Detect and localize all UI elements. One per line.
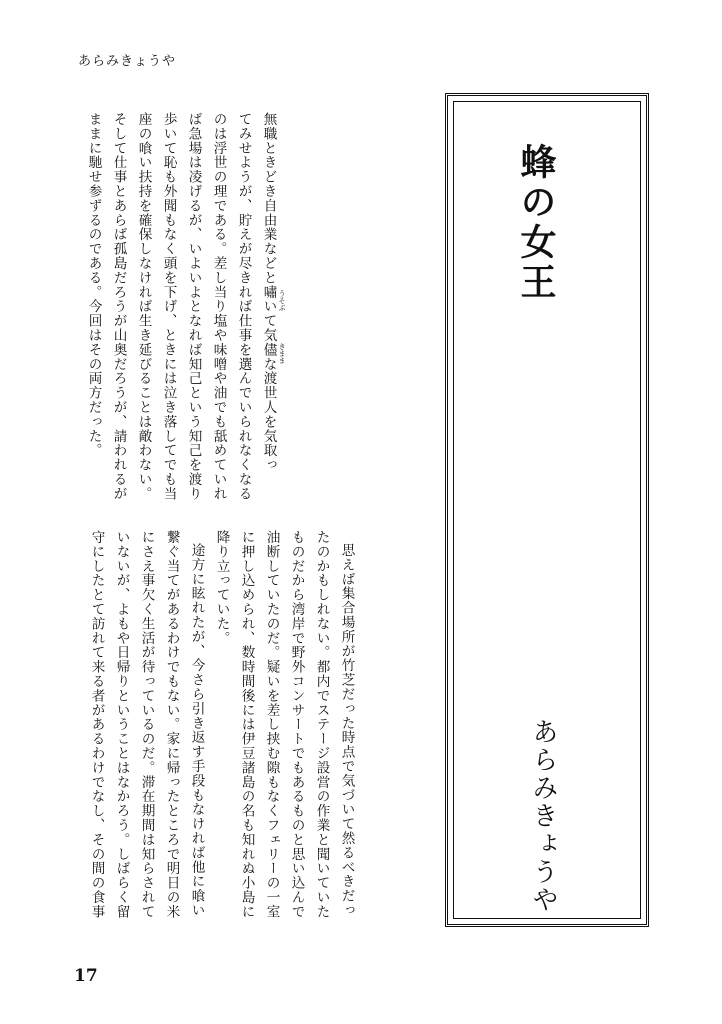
lower-column-1: 思えば集合場所が竹芝だった時点で気づいて然るべきだっ [338, 543, 355, 918]
lower-column-7: 途方に眩れたが、今さら引き返す手段もなければ他に喰い [188, 543, 205, 918]
lower-column-6: 降り立っていた。 [213, 530, 230, 646]
lower-column-9: にさえ事欠く生活が待っているのだ。滞在期間は知らされて [138, 530, 155, 919]
upper-column-5: 歩いて恥も外聞もなく頭を下げ、ときには泣き落してでも当 [160, 112, 177, 501]
lower-column-3: ものだから湾岸で野外コンサートでもあるものと思い込んで [288, 530, 305, 919]
lower-column-5: に押し込められ、数時間後には伊豆諸島の名も知れぬ小島に [238, 530, 255, 919]
ruby-kimama: きまま [278, 343, 286, 364]
upper-column-7: そして仕事とあらば孤島だろうが山奥だろうが、請われるが [110, 112, 127, 501]
title-frame [445, 93, 649, 927]
ruby-usobu: うそぶ [278, 290, 286, 311]
lower-column-8: 繋ぐ当てがあるわけでもない。家に帰ったところで明日の米 [163, 530, 180, 919]
upper-column-3: のは浮世の理である。差し当り塩や味噌や油でも舐めていれ [210, 112, 227, 501]
lower-column-11: 守にしたとて訪れて来る者があるわけでなし、その間の食事 [88, 530, 105, 919]
upper-column-6: 座の喰い扶持を確保しなければ生き延びることは敵わない。 [135, 112, 152, 501]
lower-column-4: 油断していたのだ。疑いを差し挟む隙もなくフェリーの一室 [263, 530, 280, 919]
upper-column-1: 無職ときどき自由業などと嘯いて気儘な渡世人を気取っ [260, 112, 277, 472]
running-head: あらみきょうや [78, 54, 177, 69]
lower-column-2: たのかもしれない。都内でステージ設営の作業と聞いていた [313, 530, 330, 919]
upper-column-8: ままに馳せ参ずるのである。今回はその両方だった。 [85, 112, 102, 458]
upper-column-4: ば急場は凌げるが、いよいよとなれば知己という知己を渡り [185, 112, 202, 501]
upper-column-2: てみせようが、貯えが尽きれば仕事を選んでいられなくなる [235, 112, 252, 501]
story-title: 蜂の女王 [515, 143, 557, 303]
page-number: 17 [74, 966, 98, 986]
author-name: あらみきょうや [528, 718, 558, 914]
lower-column-10: いないが、よもや日帰りということはなかろう。しばらく留 [113, 530, 130, 919]
